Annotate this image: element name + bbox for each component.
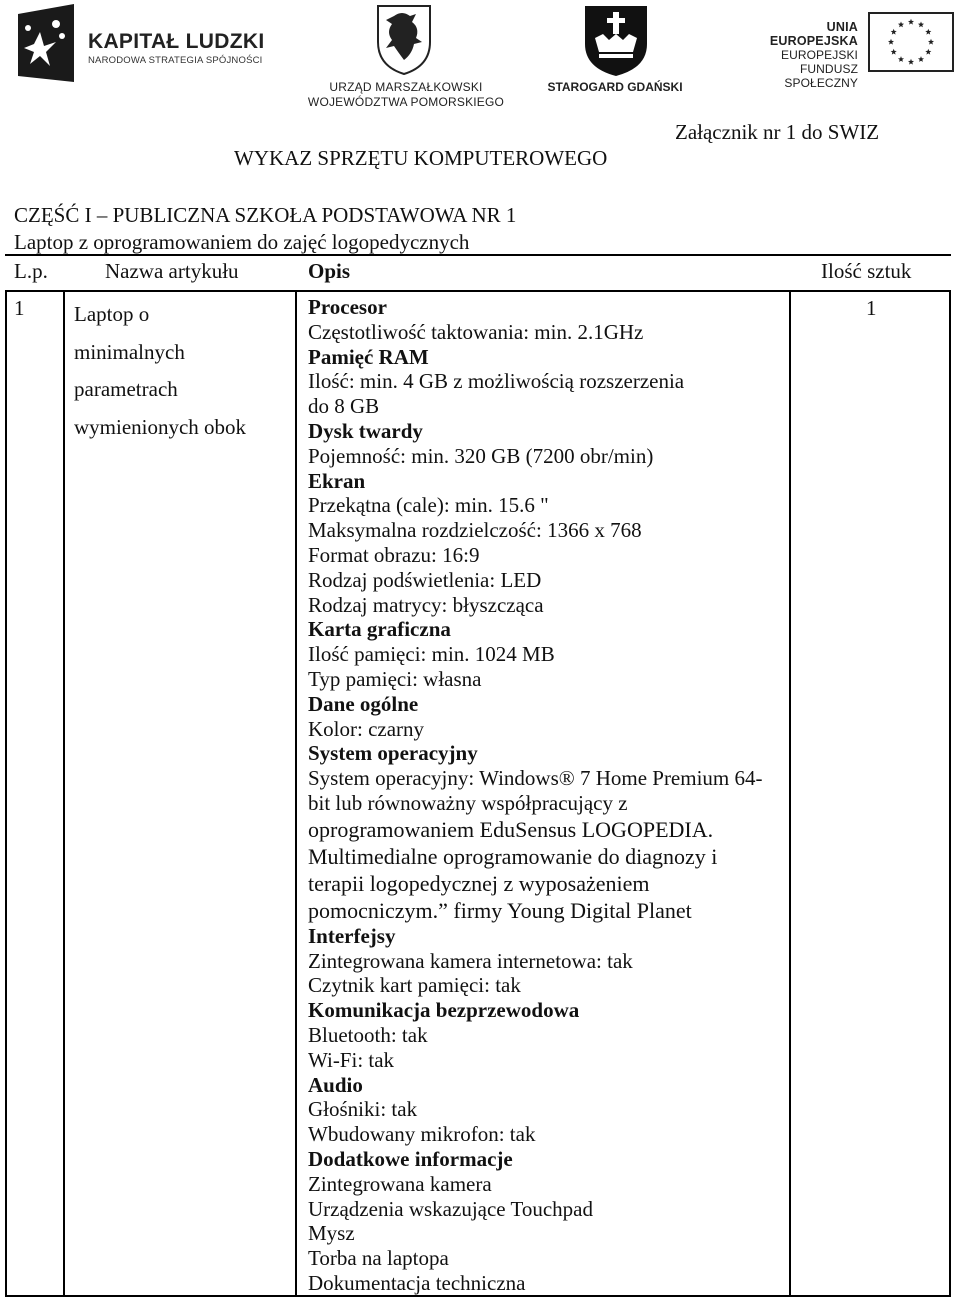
spec-line: Urządzenia wskazujące Touchpad [308,1196,593,1221]
spec-section-heading: Audio [308,1072,363,1097]
spec-line: pomocniczym.” firmy Young Digital Planet [308,897,692,923]
spec-line: Rodzaj matrycy: błyszcząca [308,592,544,617]
spec-line: Czytnik kart pamięci: tak [308,973,521,998]
header-item-name: Nazwa artykułu [105,259,239,283]
header-quantity: Ilość sztuk [821,259,912,283]
spec-line: Rodzaj podświetlenia: LED [308,567,542,592]
spec-line: Typ pamięci: własna [308,666,482,691]
item-description [308,295,783,1296]
table-col-divider-3 [789,290,791,1297]
starogard-text: STAROGARD GDAŃSKI [547,80,683,94]
kapital-ludzki-text [88,30,264,66]
spec-section-heading: Pamięć RAM [308,344,429,369]
row-number: 1 [14,296,25,320]
spec-section-heading: Komunikacja bezprzewodowa [308,998,580,1023]
spec-line: Torba na laptopa [308,1246,449,1271]
annex-label: Załącznik nr 1 do SWIZ [675,120,880,144]
spec-line: Kolor: czarny [308,716,425,741]
spec-line: bit lub równoważny współpracujący z [308,790,628,815]
kapital-ludzki-logo-icon [16,4,76,82]
spec-line: Zintegrowana kamera [308,1171,492,1196]
item-quantity: 1 [866,296,877,320]
spec-line: Pojemność: min. 320 GB (7200 obr/min) [308,443,654,468]
spec-line: Format obrazu: 16:9 [308,542,480,567]
spec-line: Mysz [308,1221,355,1246]
eu-flag-icon [868,12,954,72]
kapital-ludzki-subtitle: NARODOWA STRATEGIA SPÓJNOŚCI [88,55,263,66]
document-title: WYKAZ SPRZĘTU KOMPUTEROWEGO [234,146,608,170]
spec-line: oprogramowaniem EduSensus LOGOPEDIA. [308,816,714,842]
griffin-emblem-icon [372,2,436,76]
spec-section-heading: Dysk twardy [308,418,423,443]
part-subtitle: Laptop z oprogramowaniem do zajęć logopedycznych [14,230,470,254]
spec-line: Ilość: min. 4 GB z możliwością rozszerzenia [308,369,685,394]
spec-line: Ilość pamięci: min. 1024 MB [308,642,555,667]
header-description: Opis [308,259,351,283]
spec-line: do 8 GB [308,394,380,419]
spec-line: terapii logopedycznej z wyposażeniem [308,870,650,896]
part-title: CZĘŚĆ I – PUBLICZNA SZKOŁA PODSTAWOWA NR 1 [14,203,517,227]
spec-section-heading: Interfejsy [308,923,396,948]
pomorskie-text [296,80,516,110]
spec-section-heading: Dodatkowe informacje [308,1146,513,1171]
spec-line: Wbudowany mikrofon: tak [308,1122,536,1147]
eu-line1: UNIA EUROPEJSKA [769,20,858,48]
eu-line3: FUNDUSZ SPOŁECZNY [784,62,858,90]
pomorskie-line1: URZĄD MARSZAŁKOWSKI [329,80,483,94]
item-name-line: Laptop o [74,302,150,326]
spec-line: Głośniki: tak [308,1097,418,1122]
spec-line: Dokumentacja techniczna [308,1270,526,1295]
spec-line: Wi-Fi: tak [308,1047,395,1072]
spec-section-heading: Dane ogólne [308,691,419,716]
item-name-line: wymienionych obok [74,414,247,439]
spec-section-heading: Procesor [308,295,387,319]
spec-line: Częstotliwość taktowania: min. 2.1GHz [308,319,644,344]
spec-line: Zintegrowana kamera internetowa: tak [308,948,633,973]
spec-line: Multimedialne oprogramowanie do diagnozy i [308,843,718,869]
table-col-divider-2 [295,290,297,1297]
spec-line: Przekątna (cale): min. 15.6 " [308,493,549,518]
item-name-line: parametrach [74,377,178,401]
spec-line: Bluetooth: tak [308,1022,428,1047]
table-border-left [5,290,7,1297]
logo-strip [0,0,960,120]
table-border-right [949,290,951,1297]
spec-section-heading: System operacyjny [308,741,478,766]
starogard-crest-icon [583,4,649,78]
table-col-divider-1 [63,290,65,1297]
spec-section-heading: Karta graficzna [308,617,451,642]
spec-section-heading: Ekran [308,468,366,493]
kapital-ludzki-title: KAPITAŁ LUDZKI [88,30,265,53]
eu-line2: EUROPEJSKI [780,48,858,62]
pomorskie-line2: WOJEWÓDZTWA POMORSKIEGO [307,95,505,109]
spec-line: System operacyjny: Windows® 7 Home Premium 64- [308,766,763,791]
item-name [74,296,246,446]
spec-line: Maksymalna rozdzielczość: 1366 x 768 [308,518,642,543]
table-border-top [5,254,951,256]
table-header-divider [5,290,951,292]
item-name-line: minimalnych [74,339,185,364]
eu-text [738,20,858,90]
header-lp: L.p. [14,259,48,283]
